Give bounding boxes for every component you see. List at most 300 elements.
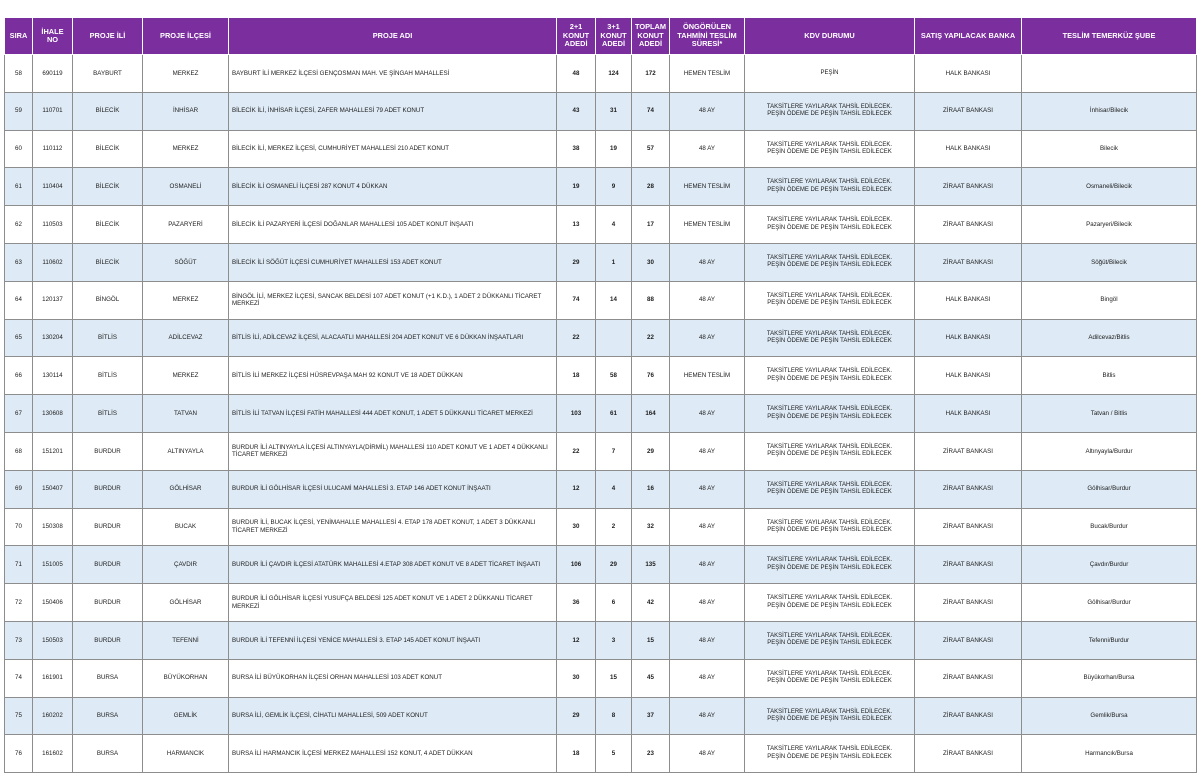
teslim-suresi-cell: 48 AY <box>670 508 745 546</box>
kdv-line-1: TAKSİTLERE YAYILARAK TAHSİL EDİLECEK. <box>766 292 893 299</box>
table-row <box>5 281 1197 319</box>
kdv-line-2: PEŞİN ÖDEME DE PEŞİN TAHSİL EDİLECEK <box>767 489 892 496</box>
proje-ili-cell: BİNGÖL <box>73 281 143 319</box>
proje-ilcesi-cell: HARMANCIK <box>143 735 229 773</box>
konut-3-1-cell: 8 <box>596 697 632 735</box>
proje-ili-cell: BİLECİK <box>73 130 143 168</box>
toplam-konut-cell: 42 <box>632 584 670 622</box>
teslim-suresi-cell: 48 AY <box>670 92 745 130</box>
kdv-line-2: PEŞİN ÖDEME DE PEŞİN TAHSİL EDİLECEK <box>767 186 892 193</box>
proje-ili-cell: BURDUR <box>73 546 143 584</box>
proje-ili-cell: BİTLİS <box>73 395 143 433</box>
teslim-sube-cell: Tatvan / Bitlis <box>1022 395 1197 433</box>
toplam-konut-cell: 164 <box>632 395 670 433</box>
toplam-konut-cell: 45 <box>632 659 670 697</box>
sira-cell: 63 <box>5 243 33 281</box>
proje-ilcesi-cell: İNHİSAR <box>143 92 229 130</box>
kdv-line-1: TAKSİTLERE YAYILARAK TAHSİL EDİLECEK. <box>766 670 893 677</box>
teslim-sube-cell: Harmancık/Bursa <box>1022 735 1197 773</box>
col-header-toplam-konut: TOPLAM KONUT ADEDİ <box>632 18 670 55</box>
kdv-line-1: TAKSİTLERE YAYILARAK TAHSİL EDİLECEK. <box>766 217 893 224</box>
konut-3-1-cell: 15 <box>596 659 632 697</box>
kdv-line-2: PEŞİN ÖDEME DE PEŞİN TAHSİL EDİLECEK <box>767 678 892 685</box>
sira-cell: 66 <box>5 357 33 395</box>
satis-banka-cell: ZİRAAT BANKASI <box>915 508 1022 546</box>
proje-ili-cell: BURSA <box>73 697 143 735</box>
konut-2-1-cell: 22 <box>557 432 596 470</box>
toplam-konut-cell: 88 <box>632 281 670 319</box>
satis-banka-cell: HALK BANKASI <box>915 319 1022 357</box>
konut-3-1-cell: 7 <box>596 432 632 470</box>
proje-ilcesi-cell: ALTINYAYLA <box>143 432 229 470</box>
ihale-no-cell: 130114 <box>33 357 73 395</box>
kdv-durumu-cell <box>745 206 915 244</box>
teslim-suresi-cell: 48 AY <box>670 735 745 773</box>
teslim-sube-cell: Bilecik <box>1022 130 1197 168</box>
kdv-line-1: TAKSİTLERE YAYILARAK TAHSİL EDİLECEK. <box>766 632 893 639</box>
kdv-durumu-cell <box>745 621 915 659</box>
table-row <box>5 508 1197 546</box>
col-header-sira: SIRA <box>5 18 33 55</box>
sira-cell: 67 <box>5 395 33 433</box>
satis-banka-cell: ZİRAAT BANKASI <box>915 735 1022 773</box>
proje-ili-cell: BURSA <box>73 735 143 773</box>
teslim-sube-cell: Altınyayla/Burdur <box>1022 432 1197 470</box>
konut-2-1-cell: 103 <box>557 395 596 433</box>
table-row <box>5 319 1197 357</box>
proje-ilcesi-cell: TATVAN <box>143 395 229 433</box>
teslim-sube-cell: Bitlis <box>1022 357 1197 395</box>
konut-2-1-cell: 18 <box>557 735 596 773</box>
kdv-durumu-cell <box>745 319 915 357</box>
teslim-suresi-cell: 48 AY <box>670 281 745 319</box>
proje-ili-cell: BURDUR <box>73 470 143 508</box>
konut-3-1-cell <box>596 319 632 357</box>
proje-adi-cell: BURDUR İLİ ÇAVDIR İLÇESİ ATATÜRK MAHALLESİ 4.ETAP 308 ADET KONUT VE 8 ADET TİCARET İNŞAATI <box>229 546 557 584</box>
toplam-konut-cell: 37 <box>632 697 670 735</box>
proje-ilcesi-cell: GÖLHİSAR <box>143 470 229 508</box>
satis-banka-cell: ZİRAAT BANKASI <box>915 621 1022 659</box>
konut-3-1-cell: 4 <box>596 470 632 508</box>
kdv-line-2: PEŞİN ÖDEME DE PEŞİN TAHSİL EDİLECEK <box>767 262 892 269</box>
toplam-konut-cell: 22 <box>632 319 670 357</box>
teslim-sube-cell: Gölhisar/Burdur <box>1022 584 1197 622</box>
konut-2-1-cell: 36 <box>557 584 596 622</box>
proje-ilcesi-cell: BUCAK <box>143 508 229 546</box>
proje-adi-cell: BURDUR İLİ ALTINYAYLA İLÇESİ ALTINYAYLA(DİRMİL) MAHALLESİ 110 ADET KONUT VE 1 ADET 4 DÜKKANLI TİCARET MERKEZİ <box>229 432 557 470</box>
proje-adi-cell: BİTLİS İLİ MERKEZ İLÇESİ HÜSREVPAŞA MAH 92 KONUT VE 18 ADET DÜKKAN <box>229 357 557 395</box>
col-header-2-1-konut: 2+1 KONUT ADEDİ <box>557 18 596 55</box>
ihale-no-cell: 110503 <box>33 206 73 244</box>
ihale-no-cell: 690119 <box>33 55 73 93</box>
teslim-suresi-cell: 48 AY <box>670 621 745 659</box>
kdv-durumu-cell <box>745 92 915 130</box>
kdv-line-1: TAKSİTLERE YAYILARAK TAHSİL EDİLECEK. <box>766 443 893 450</box>
sira-cell: 65 <box>5 319 33 357</box>
satis-banka-cell: ZİRAAT BANKASI <box>915 546 1022 584</box>
kdv-durumu-cell <box>745 357 915 395</box>
teslim-suresi-cell: 48 AY <box>670 470 745 508</box>
kdv-line-1: TAKSİTLERE YAYILARAK TAHSİL EDİLECEK. <box>766 406 893 413</box>
ihale-no-cell: 161901 <box>33 659 73 697</box>
proje-ilcesi-cell: MERKEZ <box>143 55 229 93</box>
ihale-no-cell: 150308 <box>33 508 73 546</box>
kdv-line-1: TAKSİTLERE YAYILARAK TAHSİL EDİLECEK. <box>766 708 893 715</box>
table-body <box>5 55 1197 773</box>
kdv-durumu-cell <box>745 546 915 584</box>
proje-ilcesi-cell: OSMANELİ <box>143 168 229 206</box>
kdv-line-2: PEŞİN ÖDEME DE PEŞİN TAHSİL EDİLECEK <box>767 640 892 647</box>
konut-3-1-cell: 2 <box>596 508 632 546</box>
teslim-sube-cell: Bucak/Burdur <box>1022 508 1197 546</box>
sira-cell: 70 <box>5 508 33 546</box>
konut-3-1-cell: 31 <box>596 92 632 130</box>
teslim-sube-cell: Osmaneli/Bilecik <box>1022 168 1197 206</box>
konut-2-1-cell: 38 <box>557 130 596 168</box>
konut-3-1-cell: 14 <box>596 281 632 319</box>
kdv-line-1: TAKSİTLERE YAYILARAK TAHSİL EDİLECEK. <box>766 368 893 375</box>
proje-adi-cell: BURSA İLİ, GEMLİK İLÇESİ, CİHATLI MAHALLESİ, 509 ADET KONUT <box>229 697 557 735</box>
teslim-suresi-cell: 48 AY <box>670 319 745 357</box>
toplam-konut-cell: 23 <box>632 735 670 773</box>
kdv-line-1: TAKSİTLERE YAYILARAK TAHSİL EDİLECEK. <box>766 595 893 602</box>
proje-ili-cell: BURDUR <box>73 584 143 622</box>
sira-cell: 58 <box>5 55 33 93</box>
satis-banka-cell: ZİRAAT BANKASI <box>915 584 1022 622</box>
teslim-sube-cell: Büyükorhan/Bursa <box>1022 659 1197 697</box>
kdv-line-1: TAKSİTLERE YAYILARAK TAHSİL EDİLECEK. <box>766 141 893 148</box>
table-row <box>5 697 1197 735</box>
konut-2-1-cell: 30 <box>557 659 596 697</box>
table-row <box>5 432 1197 470</box>
kdv-line-2: PEŞİN ÖDEME DE PEŞİN TAHSİL EDİLECEK <box>767 602 892 609</box>
kdv-durumu-cell <box>745 395 915 433</box>
table-row <box>5 584 1197 622</box>
proje-adi-cell: BİTLİS İLİ TATVAN İLÇESİ FATİH MAHALLESİ 444 ADET KONUT, 1 ADET 5 DÜKKANLI TİCARET MERKEZİ <box>229 395 557 433</box>
table-row <box>5 470 1197 508</box>
kdv-line-1: TAKSİTLERE YAYILARAK TAHSİL EDİLECEK. <box>766 103 893 110</box>
toplam-konut-cell: 17 <box>632 206 670 244</box>
proje-adi-cell: BİTLİS İLİ, ADİLCEVAZ İLÇESİ, ALACAATLI MAHALLESİ 204 ADET KONUT VE 6 DÜKKAN İNŞAATLARI <box>229 319 557 357</box>
proje-ilcesi-cell: ÇAVDIR <box>143 546 229 584</box>
ihale-no-cell: 110112 <box>33 130 73 168</box>
proje-ili-cell: BİLECİK <box>73 92 143 130</box>
konut-3-1-cell: 4 <box>596 206 632 244</box>
proje-ilcesi-cell: ADİLCEVAZ <box>143 319 229 357</box>
kdv-durumu-cell <box>745 243 915 281</box>
teslim-suresi-cell: 48 AY <box>670 243 745 281</box>
sira-cell: 59 <box>5 92 33 130</box>
satis-banka-cell: HALK BANKASI <box>915 55 1022 93</box>
kdv-durumu-cell <box>745 281 915 319</box>
ihale-no-cell: 110404 <box>33 168 73 206</box>
konut-3-1-cell: 9 <box>596 168 632 206</box>
teslim-suresi-cell: 48 AY <box>670 546 745 584</box>
satis-banka-cell: ZİRAAT BANKASI <box>915 243 1022 281</box>
proje-adi-cell: BİLECİK İLİ SÖĞÜT İLÇESİ CUMHURİYET MAHALLESİ 153 ADET KONUT <box>229 243 557 281</box>
toplam-konut-cell: 172 <box>632 55 670 93</box>
kdv-line-1: PEŞİN <box>820 69 839 76</box>
proje-adi-cell: BURSA İLİ HARMANCIK İLÇESİ MERKEZ MAHALLESİ 152 KONUT, 4 ADET DÜKKAN <box>229 735 557 773</box>
proje-ili-cell: BURDUR <box>73 432 143 470</box>
ihale-no-cell: 130204 <box>33 319 73 357</box>
konut-3-1-cell: 61 <box>596 395 632 433</box>
proje-ilcesi-cell: SÖĞÜT <box>143 243 229 281</box>
konut-2-1-cell: 12 <box>557 470 596 508</box>
proje-ilcesi-cell: BÜYÜKORHAN <box>143 659 229 697</box>
table-row <box>5 130 1197 168</box>
toplam-konut-cell: 15 <box>632 621 670 659</box>
proje-ilcesi-cell: TEFENNİ <box>143 621 229 659</box>
toplam-konut-cell: 32 <box>632 508 670 546</box>
sira-cell: 76 <box>5 735 33 773</box>
toplam-konut-cell: 28 <box>632 168 670 206</box>
sira-cell: 69 <box>5 470 33 508</box>
teslim-sube-cell: Adilcevaz/Bitlis <box>1022 319 1197 357</box>
table-row <box>5 659 1197 697</box>
kdv-line-2: PEŞİN ÖDEME DE PEŞİN TAHSİL EDİLECEK <box>767 375 892 382</box>
kdv-line-2: PEŞİN ÖDEME DE PEŞİN TAHSİL EDİLECEK <box>767 148 892 155</box>
proje-ilcesi-cell: MERKEZ <box>143 357 229 395</box>
kdv-line-2: PEŞİN ÖDEME DE PEŞİN TAHSİL EDİLECEK <box>767 451 892 458</box>
proje-ili-cell: BİLECİK <box>73 243 143 281</box>
satis-banka-cell: HALK BANKASI <box>915 130 1022 168</box>
project-table-container <box>4 17 1196 773</box>
sira-cell: 61 <box>5 168 33 206</box>
kdv-durumu-cell <box>745 470 915 508</box>
kdv-line-1: TAKSİTLERE YAYILARAK TAHSİL EDİLECEK. <box>766 519 893 526</box>
teslim-sube-cell: Bingöl <box>1022 281 1197 319</box>
teslim-suresi-cell: 48 AY <box>670 659 745 697</box>
teslim-sube-cell: İnhisar/Bilecik <box>1022 92 1197 130</box>
konut-2-1-cell: 30 <box>557 508 596 546</box>
kdv-durumu-cell <box>745 432 915 470</box>
satis-banka-cell: ZİRAAT BANKASI <box>915 432 1022 470</box>
kdv-durumu-cell <box>745 130 915 168</box>
teslim-sube-cell: Çavdır/Burdur <box>1022 546 1197 584</box>
kdv-line-1: TAKSİTLERE YAYILARAK TAHSİL EDİLECEK. <box>766 481 893 488</box>
proje-ili-cell: BİLECİK <box>73 206 143 244</box>
toplam-konut-cell: 76 <box>632 357 670 395</box>
konut-2-1-cell: 12 <box>557 621 596 659</box>
table-row <box>5 55 1197 93</box>
satis-banka-cell: HALK BANKASI <box>915 357 1022 395</box>
col-header-proje-ilcesi: PROJE İLÇESİ <box>143 18 229 55</box>
col-header-teslim-sube: TESLİM TEMERKÜZ ŞUBE <box>1022 18 1197 55</box>
konut-2-1-cell: 19 <box>557 168 596 206</box>
sira-cell: 71 <box>5 546 33 584</box>
col-header-teslim-suresi: ÖNGÖRÜLEN TAHMİNİ TESLİM SÜRESİ* <box>670 18 745 55</box>
konut-3-1-cell: 124 <box>596 55 632 93</box>
proje-ilcesi-cell: GEMLİK <box>143 697 229 735</box>
proje-ilcesi-cell: MERKEZ <box>143 130 229 168</box>
teslim-sube-cell: Gölhisar/Burdur <box>1022 470 1197 508</box>
proje-adi-cell: BURDUR İLİ GÖLHİSAR İLÇESİ ULUCAMİ MAHALLESİ 3. ETAP 146 ADET KONUT İNŞAATI <box>229 470 557 508</box>
ihale-no-cell: 150503 <box>33 621 73 659</box>
proje-adi-cell: BURDUR İLİ TEFENNİ İLÇESİ YENİCE MAHALLESİ 3. ETAP 145 ADET KONUT İNŞAATI <box>229 621 557 659</box>
satis-banka-cell: HALK BANKASI <box>915 281 1022 319</box>
satis-banka-cell: ZİRAAT BANKASI <box>915 659 1022 697</box>
table-row <box>5 546 1197 584</box>
kdv-durumu-cell <box>745 584 915 622</box>
toplam-konut-cell: 30 <box>632 243 670 281</box>
table-row <box>5 92 1197 130</box>
proje-ili-cell: BAYBURT <box>73 55 143 93</box>
ihale-no-cell: 151201 <box>33 432 73 470</box>
kdv-durumu-cell <box>745 168 915 206</box>
kdv-durumu-cell <box>745 735 915 773</box>
col-header-3-1-konut: 3+1 KONUT ADEDİ <box>596 18 632 55</box>
sira-cell: 62 <box>5 206 33 244</box>
teslim-suresi-cell: 48 AY <box>670 432 745 470</box>
teslim-sube-cell <box>1022 55 1197 93</box>
table-row <box>5 243 1197 281</box>
konut-3-1-cell: 6 <box>596 584 632 622</box>
konut-2-1-cell: 18 <box>557 357 596 395</box>
proje-ili-cell: BURDUR <box>73 621 143 659</box>
kdv-line-2: PEŞİN ÖDEME DE PEŞİN TAHSİL EDİLECEK <box>767 300 892 307</box>
kdv-line-2: PEŞİN ÖDEME DE PEŞİN TAHSİL EDİLECEK <box>767 715 892 722</box>
teslim-sube-cell: Gemlik/Bursa <box>1022 697 1197 735</box>
teslim-suresi-cell: 48 AY <box>670 395 745 433</box>
kdv-line-1: TAKSİTLERE YAYILARAK TAHSİL EDİLECEK. <box>766 557 893 564</box>
ihale-no-cell: 160202 <box>33 697 73 735</box>
kdv-line-2: PEŞİN ÖDEME DE PEŞİN TAHSİL EDİLECEK <box>767 111 892 118</box>
satis-banka-cell: ZİRAAT BANKASI <box>915 206 1022 244</box>
toplam-konut-cell: 57 <box>632 130 670 168</box>
konut-2-1-cell: 13 <box>557 206 596 244</box>
teslim-sube-cell: Tefenni/Burdur <box>1022 621 1197 659</box>
teslim-sube-cell: Pazaryeri/Bilecik <box>1022 206 1197 244</box>
kdv-durumu-cell <box>745 697 915 735</box>
proje-ili-cell: BİTLİS <box>73 319 143 357</box>
table-row <box>5 357 1197 395</box>
ihale-no-cell: 110701 <box>33 92 73 130</box>
satis-banka-cell: ZİRAAT BANKASI <box>915 92 1022 130</box>
konut-2-1-cell: 29 <box>557 243 596 281</box>
ihale-no-cell: 150407 <box>33 470 73 508</box>
teslim-suresi-cell: 48 AY <box>670 584 745 622</box>
table-row <box>5 735 1197 773</box>
teslim-suresi-cell: HEMEN TESLİM <box>670 206 745 244</box>
konut-2-1-cell: 106 <box>557 546 596 584</box>
konut-2-1-cell: 22 <box>557 319 596 357</box>
proje-adi-cell: BAYBURT İLİ MERKEZ İLÇESİ GENÇOSMAN MAH. VE ŞİNGAH MAHALLESİ <box>229 55 557 93</box>
sira-cell: 68 <box>5 432 33 470</box>
col-header-proje-adi: PROJE ADI <box>229 18 557 55</box>
sira-cell: 72 <box>5 584 33 622</box>
proje-ili-cell: BURSA <box>73 659 143 697</box>
sira-cell: 64 <box>5 281 33 319</box>
kdv-line-2: PEŞİN ÖDEME DE PEŞİN TAHSİL EDİLECEK <box>767 337 892 344</box>
konut-3-1-cell: 1 <box>596 243 632 281</box>
ihale-no-cell: 120137 <box>33 281 73 319</box>
konut-2-1-cell: 29 <box>557 697 596 735</box>
ihale-no-cell: 161602 <box>33 735 73 773</box>
kdv-line-1: TAKSİTLERE YAYILARAK TAHSİL EDİLECEK. <box>766 330 893 337</box>
teslim-suresi-cell: 48 AY <box>670 130 745 168</box>
satis-banka-cell: ZİRAAT BANKASI <box>915 697 1022 735</box>
proje-adi-cell: BİLECİK İLİ, MERKEZ İLÇESİ, CUMHURİYET MAHALLESİ 210 ADET KONUT <box>229 130 557 168</box>
kdv-durumu-cell <box>745 55 915 93</box>
konut-3-1-cell: 19 <box>596 130 632 168</box>
proje-ili-cell: BİTLİS <box>73 357 143 395</box>
kdv-durumu-cell <box>745 659 915 697</box>
proje-ilcesi-cell: PAZARYERİ <box>143 206 229 244</box>
sira-cell: 60 <box>5 130 33 168</box>
kdv-line-2: PEŞİN ÖDEME DE PEŞİN TAHSİL EDİLECEK <box>767 753 892 760</box>
proje-ili-cell: BURDUR <box>73 508 143 546</box>
teslim-sube-cell: Söğüt/Bilecik <box>1022 243 1197 281</box>
table-row <box>5 621 1197 659</box>
teslim-suresi-cell: HEMEN TESLİM <box>670 55 745 93</box>
proje-adi-cell: BURSA İLİ BÜYÜKORHAN İLÇESİ ORHAN MAHALLESİ 103 ADET KONUT <box>229 659 557 697</box>
kdv-line-2: PEŞİN ÖDEME DE PEŞİN TAHSİL EDİLECEK <box>767 413 892 420</box>
kdv-line-1: TAKSİTLERE YAYILARAK TAHSİL EDİLECEK. <box>766 179 893 186</box>
satis-banka-cell: HALK BANKASI <box>915 395 1022 433</box>
kdv-line-2: PEŞİN ÖDEME DE PEŞİN TAHSİL EDİLECEK <box>767 224 892 231</box>
proje-adi-cell: BİLECİK İLİ PAZARYERİ İLÇESİ DOĞANLAR MAHALLESİ 105 ADET KONUT İNŞAATI <box>229 206 557 244</box>
table-row <box>5 206 1197 244</box>
col-header-satis-banka: SATIŞ YAPILACAK BANKA <box>915 18 1022 55</box>
konut-2-1-cell: 43 <box>557 92 596 130</box>
kdv-line-2: PEŞİN ÖDEME DE PEŞİN TAHSİL EDİLECEK <box>767 564 892 571</box>
ihale-no-cell: 150406 <box>33 584 73 622</box>
ihale-no-cell: 151005 <box>33 546 73 584</box>
col-header-ihale-no: İHALE NO <box>33 18 73 55</box>
toplam-konut-cell: 16 <box>632 470 670 508</box>
kdv-line-2: PEŞİN ÖDEME DE PEŞİN TAHSİL EDİLECEK <box>767 526 892 533</box>
proje-adi-cell: BURDUR İLİ, BUCAK İLÇESİ, YENİMAHALLE MAHALLESİ 4. ETAP 178 ADET KONUT, 1 ADET 3 DÜKKANLI TİCARET MERKEZİ <box>229 508 557 546</box>
ihale-no-cell: 110602 <box>33 243 73 281</box>
konut-2-1-cell: 48 <box>557 55 596 93</box>
proje-adi-cell: BİLECİK İLİ OSMANELİ İLÇESİ 287 KONUT 4 DÜKKAN <box>229 168 557 206</box>
proje-adi-cell: BURDUR İLİ GÖLHİSAR İLÇESİ YUSUFÇA BELDESİ 125 ADET KONUT VE 1 ADET 2 DÜKKANLI TİCARET MERKEZİ <box>229 584 557 622</box>
toplam-konut-cell: 29 <box>632 432 670 470</box>
konut-3-1-cell: 58 <box>596 357 632 395</box>
proje-adi-cell: BİLECİK İLİ, İNHİSAR İLÇESİ, ZAFER MAHALLESİ 79 ADET KONUT <box>229 92 557 130</box>
satis-banka-cell: ZİRAAT BANKASI <box>915 168 1022 206</box>
project-table <box>4 17 1197 773</box>
konut-3-1-cell: 3 <box>596 621 632 659</box>
table-row <box>5 395 1197 433</box>
konut-3-1-cell: 29 <box>596 546 632 584</box>
konut-2-1-cell: 74 <box>557 281 596 319</box>
teslim-suresi-cell: HEMEN TESLİM <box>670 357 745 395</box>
col-header-proje-ili: PROJE İLİ <box>73 18 143 55</box>
table-row <box>5 168 1197 206</box>
kdv-line-1: TAKSİTLERE YAYILARAK TAHSİL EDİLECEK. <box>766 746 893 753</box>
satis-banka-cell: ZİRAAT BANKASI <box>915 470 1022 508</box>
teslim-suresi-cell: 48 AY <box>670 697 745 735</box>
kdv-durumu-cell <box>745 508 915 546</box>
teslim-suresi-cell: HEMEN TESLİM <box>670 168 745 206</box>
toplam-konut-cell: 74 <box>632 92 670 130</box>
table-header-row <box>5 18 1197 55</box>
sira-cell: 73 <box>5 621 33 659</box>
sira-cell: 75 <box>5 697 33 735</box>
konut-3-1-cell: 5 <box>596 735 632 773</box>
sira-cell: 74 <box>5 659 33 697</box>
proje-adi-cell: BİNGÖL İLİ, MERKEZ İLÇESİ, SANCAK BELDESİ 107 ADET KONUT (+1 K.D.), 1 ADET 2 DÜKKANLI TİCARET MERKEZİ <box>229 281 557 319</box>
col-header-kdv-durumu: KDV DURUMU <box>745 18 915 55</box>
proje-ilcesi-cell: GÖLHİSAR <box>143 584 229 622</box>
toplam-konut-cell: 135 <box>632 546 670 584</box>
kdv-line-1: TAKSİTLERE YAYILARAK TAHSİL EDİLECEK. <box>766 254 893 261</box>
proje-ili-cell: BİLECİK <box>73 168 143 206</box>
ihale-no-cell: 130608 <box>33 395 73 433</box>
proje-ilcesi-cell: MERKEZ <box>143 281 229 319</box>
